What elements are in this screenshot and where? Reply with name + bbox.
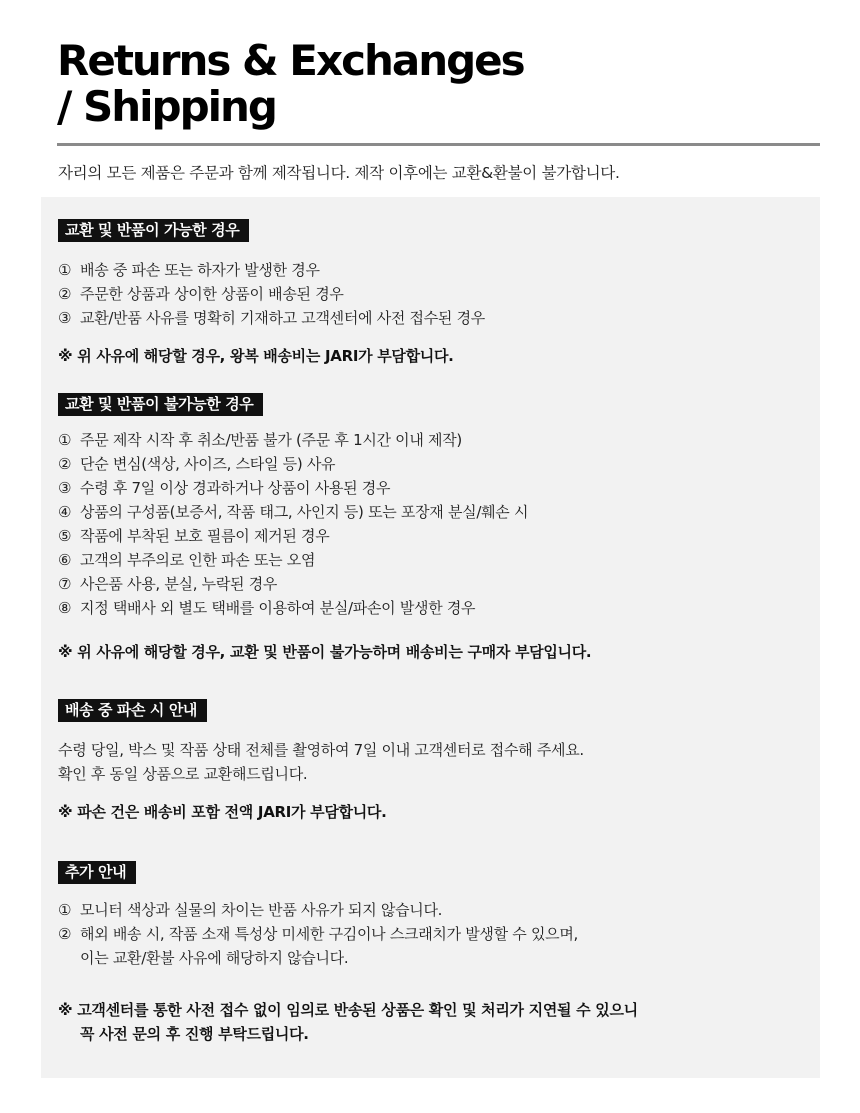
section-heading: 추가 안내	[58, 861, 136, 884]
list-item: ⑧ 지정 택배사 외 별도 택배를 이용하여 분실/파손이 발생한 경우	[58, 599, 476, 617]
list-item: ① 모니터 색상과 실물의 차이는 반품 사유가 되지 않습니다.	[58, 901, 443, 919]
section-note: ※ 위 사유에 해당할 경우, 왕복 배송비는 JARI가 부담합니다.	[58, 347, 454, 365]
damage-line-1: 수령 당일, 박스 및 작품 상태 전체를 촬영하여 7일 이내 고객센터로 접수해 주세요.	[58, 741, 584, 759]
list-item: ① 주문 제작 시작 후 취소/반품 불가 (주문 후 1시간 이내 제작)	[58, 431, 462, 449]
list-item: ③ 교환/반품 사유를 명확히 기재하고 고객센터에 사전 접수된 경우	[58, 309, 485, 327]
section-returns-impossible	[58, 393, 808, 664]
intro-text: 자리의 모든 제품은 주문과 함께 제작됩니다. 제작 이후에는 교환&환불이 불가합니다.	[58, 164, 620, 182]
list-item: ② 단순 변심(색상, 사이즈, 스타일 등) 사유	[58, 455, 336, 473]
list-item: ① 배송 중 파손 또는 하자가 발생한 경우	[58, 261, 320, 279]
page-title-line-2: / Shipping	[57, 82, 276, 131]
page-title-line-1: Returns & Exchanges	[57, 36, 524, 85]
section-damage-guide	[58, 699, 808, 824]
extra-note-line-1: ※ 고객센터를 통한 사전 접수 없이 임의로 반송된 상품은 확인 및 처리가 지연될 수 있으니	[58, 1001, 638, 1019]
page-title	[57, 38, 837, 130]
list-item-continuation: 이는 교환/환불 사유에 해당하지 않습니다.	[80, 949, 349, 967]
possible-list	[58, 258, 808, 330]
impossible-list	[58, 428, 808, 620]
list-item: ② 해외 배송 시, 작품 소재 특성상 미세한 구김이나 스크래치가 발생할 수 있으며,	[58, 925, 578, 943]
damage-line-2: 확인 후 동일 상품으로 교환해드립니다.	[58, 765, 308, 783]
section-heading: 교환 및 반품이 가능한 경우	[58, 219, 249, 242]
section-extra-info	[58, 861, 808, 1046]
section-note: ※ 파손 건은 배송비 포함 전액 JARI가 부담합니다.	[58, 803, 387, 821]
section-returns-possible	[58, 219, 808, 368]
list-item: ④ 상품의 구성품(보증서, 작품 태그, 사인지 등) 또는 포장재 분실/훼손 시	[58, 503, 529, 521]
policy-panel	[41, 197, 820, 1078]
section-heading: 교환 및 반품이 불가능한 경우	[58, 393, 263, 416]
list-item: ⑥ 고객의 부주의로 인한 파손 또는 오염	[58, 551, 316, 569]
section-heading: 배송 중 파손 시 안내	[58, 699, 207, 722]
title-divider	[57, 143, 820, 146]
extra-note-line-2: 꼭 사전 문의 후 진행 부탁드립니다.	[80, 1025, 309, 1043]
list-item: ⑦ 사은품 사용, 분실, 누락된 경우	[58, 575, 278, 593]
list-item: ③ 수령 후 7일 이상 경과하거나 상품이 사용된 경우	[58, 479, 391, 497]
list-item: ⑤ 작품에 부착된 보호 필름이 제거된 경우	[58, 527, 330, 545]
section-note: ※ 위 사유에 해당할 경우, 교환 및 반품이 불가능하며 배송비는 구매자 부담입니다.	[58, 643, 592, 661]
list-item: ② 주문한 상품과 상이한 상품이 배송된 경우	[58, 285, 344, 303]
extra-list	[58, 898, 808, 970]
